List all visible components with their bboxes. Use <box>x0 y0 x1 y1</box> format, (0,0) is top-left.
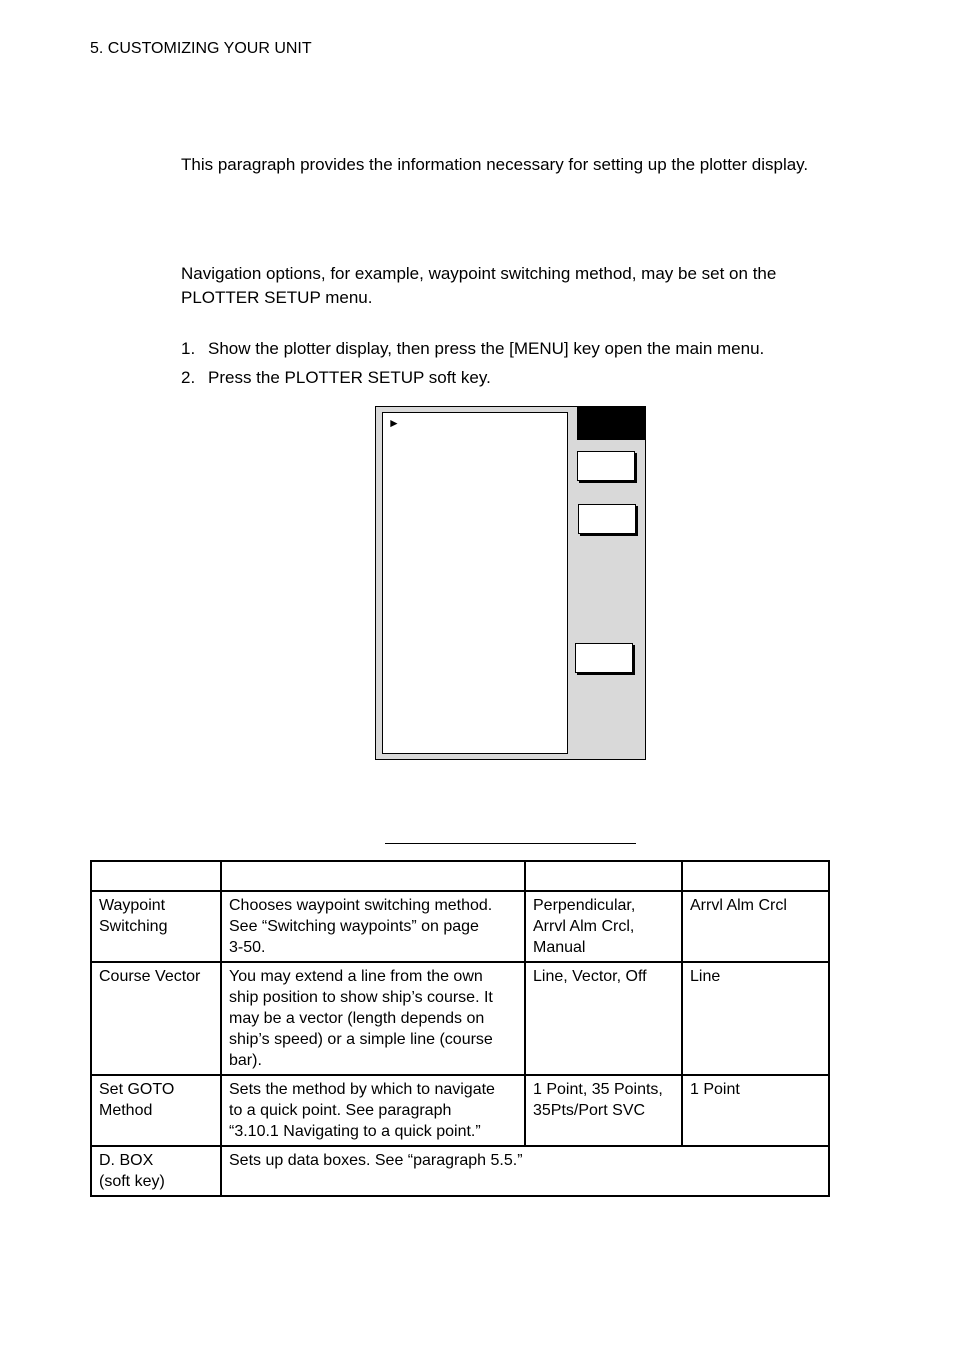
plotter-setup-table <box>90 860 830 1197</box>
header-cell <box>221 861 525 891</box>
step-2 <box>181 366 491 390</box>
softkey-1[interactable] <box>577 451 635 481</box>
step-text: Show the plotter display, then press the [MENU] key open the main menu. <box>208 339 765 358</box>
default-cell: Arrvl Alm Crcl <box>682 891 829 962</box>
figure-caption-rule <box>385 843 636 844</box>
navigation-paragraph: Navigation options, for example, waypoint switching method, may be set on the PLOTTER SETUP menu. <box>181 264 777 307</box>
header-cell <box>91 861 221 891</box>
item-cell: Course Vector <box>91 962 221 1075</box>
menu-list-panel <box>382 412 568 754</box>
cursor-arrow-icon: ► <box>388 416 400 430</box>
options-cell: 1 Point, 35 Points, 35Pts/Port SVC <box>525 1075 682 1146</box>
step-text: Press the PLOTTER SETUP soft key. <box>208 368 491 387</box>
table-row <box>91 1075 829 1146</box>
intro-paragraph: This paragraph provides the information necessary for setting up the plotter display. <box>181 155 809 174</box>
table-row <box>91 891 829 962</box>
step-number: 1. <box>181 339 196 358</box>
table-header-row <box>91 861 829 891</box>
item-cell: D. BOX (soft key) <box>91 1146 221 1196</box>
description-cell: Sets the method by which to navigate to a quick point. See paragraph “3.10.1 Navigating to a quick point.” <box>221 1075 525 1146</box>
options-cell: Line, Vector, Off <box>525 962 682 1075</box>
item-cell: Waypoint Switching <box>91 891 221 962</box>
default-cell: Line <box>682 962 829 1075</box>
table-row <box>91 1146 829 1196</box>
step-number: 2. <box>181 368 196 387</box>
softkey-2[interactable] <box>578 504 636 534</box>
table-row <box>91 962 829 1075</box>
description-cell: Sets up data boxes. See “paragraph 5.5.” <box>221 1146 829 1196</box>
plotter-setup-menu-figure <box>375 406 646 760</box>
running-head: 5. CUSTOMIZING YOUR UNIT <box>90 40 312 57</box>
softkey-title-block <box>577 407 646 440</box>
softkey-3[interactable] <box>575 643 633 673</box>
step-1 <box>181 337 764 361</box>
default-cell: 1 Point <box>682 1075 829 1146</box>
header-cell <box>682 861 829 891</box>
header-cell <box>525 861 682 891</box>
item-cell: Set GOTO Method <box>91 1075 221 1146</box>
description-cell: Chooses waypoint switching method. See “Switching waypoints” on page 3-50. <box>221 891 525 962</box>
description-cell: You may extend a line from the own ship position to show ship’s course. It may be a vector (length depends on ship’s speed) or a simple line (course bar). <box>221 962 525 1075</box>
options-cell: Perpendicular, Arrvl Alm Crcl, Manual <box>525 891 682 962</box>
